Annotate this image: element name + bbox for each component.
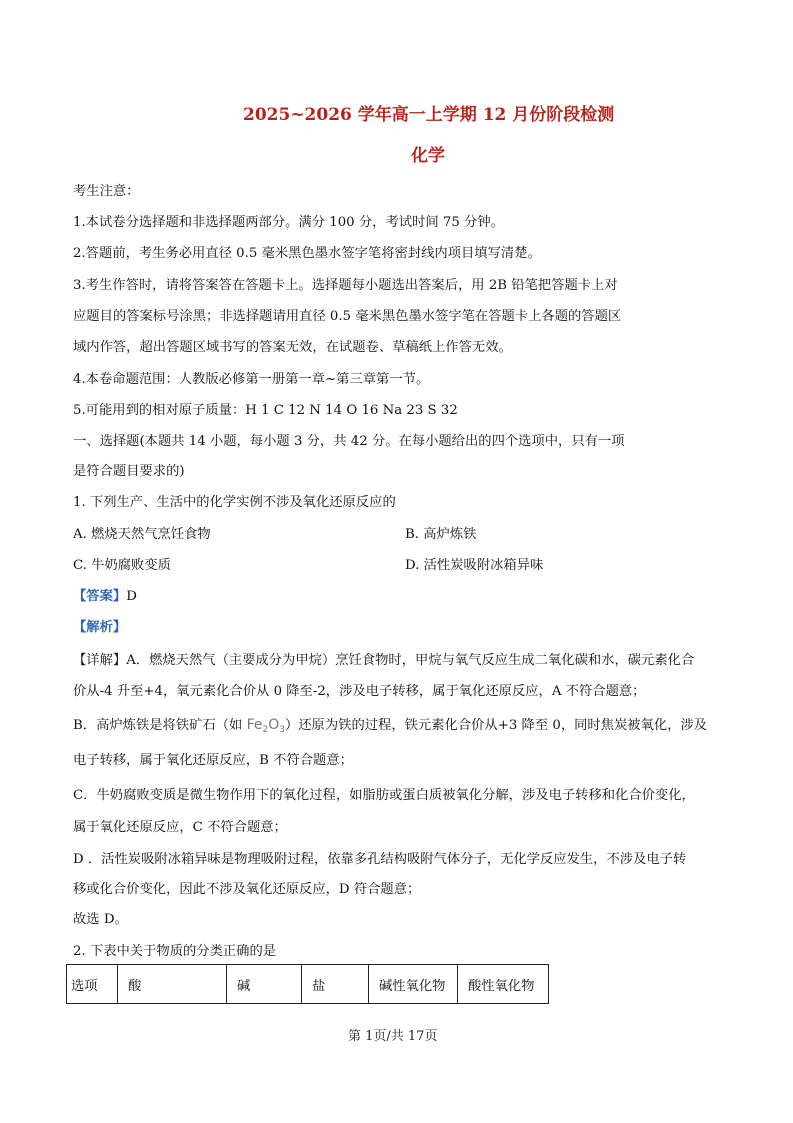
detail-b-line-2: 电子转移，属于氧化还原反应，B 不符合题意； (73, 753, 353, 768)
table-header-cell: 酸 (118, 965, 227, 1004)
table-header-cell: 碱性氧化物 (369, 965, 458, 1004)
section-heading-line-2: 是符合题目要求的) (73, 464, 185, 479)
notice-item-1: 1.本试卷分选择题和非选择题两部分。满分 100 分，考试时间 75 分钟。 (73, 215, 504, 230)
conclusion: 故选 D。 (73, 912, 128, 927)
subject-title: 化学 (411, 146, 445, 166)
analysis-label: 【解析】 (73, 620, 127, 635)
page-footer: 第 1页/共 17页 (348, 1029, 438, 1044)
page-title: 2025~2026 学年高一上学期 12 月份阶段检测 (243, 105, 615, 125)
table-header-cell: 酸性氧化物 (458, 965, 549, 1004)
classification-table (66, 964, 549, 1004)
notice-item-4: 4.本卷命题范围：人教版必修第一册第一章~第三章第一节。 (73, 372, 430, 387)
question-2-stem: 2. 下表中关于物质的分类正确的是 (73, 944, 277, 959)
answer-value: D (126, 589, 137, 604)
formula-o: O (268, 717, 280, 733)
formula-fe: Fe (246, 717, 263, 733)
detail-d-line-2: 移或化合价变化，因此不涉及氧化还原反应，D 符合题意； (73, 882, 421, 897)
notice-item-2: 2.答题前，考生务必用直径 0.5 毫米黑色墨水签字笔将密封线内项目填写清楚。 (73, 246, 541, 261)
notice-item-5: 5.可能用到的相对原子质量：H 1 C 12 N 14 O 16 Na 23 S 32 (73, 403, 458, 418)
detail-a-line-1 (73, 649, 694, 668)
detail-a-line-2: 价从-4 升至+4，氧元素化合价从 0 降至-2，涉及电子转移，属于氧化还原反应，A 不符合题意； (73, 684, 646, 699)
detail-b-text-1b: ）还原为铁的过程，铁元素化合价从+3 降至 0，同时焦炭被氧化，涉及 (284, 718, 708, 733)
detail-label: 【详解】 (73, 653, 127, 668)
question-1-option-c: C. 牛奶腐败变质 (73, 558, 171, 573)
notice-heading: 考生注意： (73, 184, 140, 199)
table-header-row (67, 965, 549, 1004)
detail-c-line-2: 属于氧化还原反应，C 不符合题意； (73, 820, 287, 835)
formula-fe-subscript: 2 (262, 725, 269, 735)
detail-d-line-1: D ．活性炭吸附冰箱异味是物理吸附过程，依靠多孔结构吸附气体分子，无化学反应发生，不涉及电子转 (73, 852, 687, 867)
question-1-option-d: D. 活性炭吸附冰箱异味 (405, 558, 544, 573)
answer-row (73, 585, 137, 604)
section-heading-line-1: 一、选择题(本题共 14 小题，每小题 3 分，共 42 分。在每小题给出的四个选项中，只有一项 (73, 434, 625, 449)
answer-label: 【答案】 (73, 589, 127, 604)
table-header-cell: 选项 (67, 965, 118, 1004)
analysis-row (73, 616, 126, 635)
detail-b-line-1 (73, 714, 707, 735)
detail-a-text-1: A．燃烧天然气（主要成分为甲烷）烹饪食物时，甲烷与氧气反应生成二氧化碳和水，碳元素化合 (126, 653, 695, 668)
notice-item-3-line-1: 3.考生作答时，请将答案答在答题卡上。选择题每小题选出答案后，用 2B 铅笔把答题卡上对 (73, 278, 618, 293)
detail-b-text-1a: B．高炉炼铁是将铁矿石（如 (73, 718, 247, 733)
table-header-cell: 碱 (227, 965, 302, 1004)
notice-item-3-line-2: 应题目的答案标号涂黑；非选择题请用直径 0.5 毫米黑色墨水签字笔在答题卡上各题的答题区 (73, 309, 622, 324)
detail-c-line-1: C．牛奶腐败变质是微生物作用下的氧化过程，如脂肪或蛋白质被氧化分解，涉及电子转移和化合价变化， (73, 788, 695, 803)
notice-item-3-line-3: 域内作答，超出答题区域书写的答案无效，在试题卷、草稿纸上作答无效。 (73, 340, 512, 355)
question-1-option-b: B. 高炉炼铁 (405, 527, 477, 542)
table-header-cell: 盐 (302, 965, 369, 1004)
fe2o3-formula (247, 717, 285, 733)
question-1-option-a: A. 燃烧天然气烹饪食物 (73, 527, 211, 542)
question-1-stem: 1. 下列生产、生活中的化学实例不涉及氧化还原反应的 (73, 495, 396, 510)
formula-o-subscript: 3 (279, 725, 285, 735)
